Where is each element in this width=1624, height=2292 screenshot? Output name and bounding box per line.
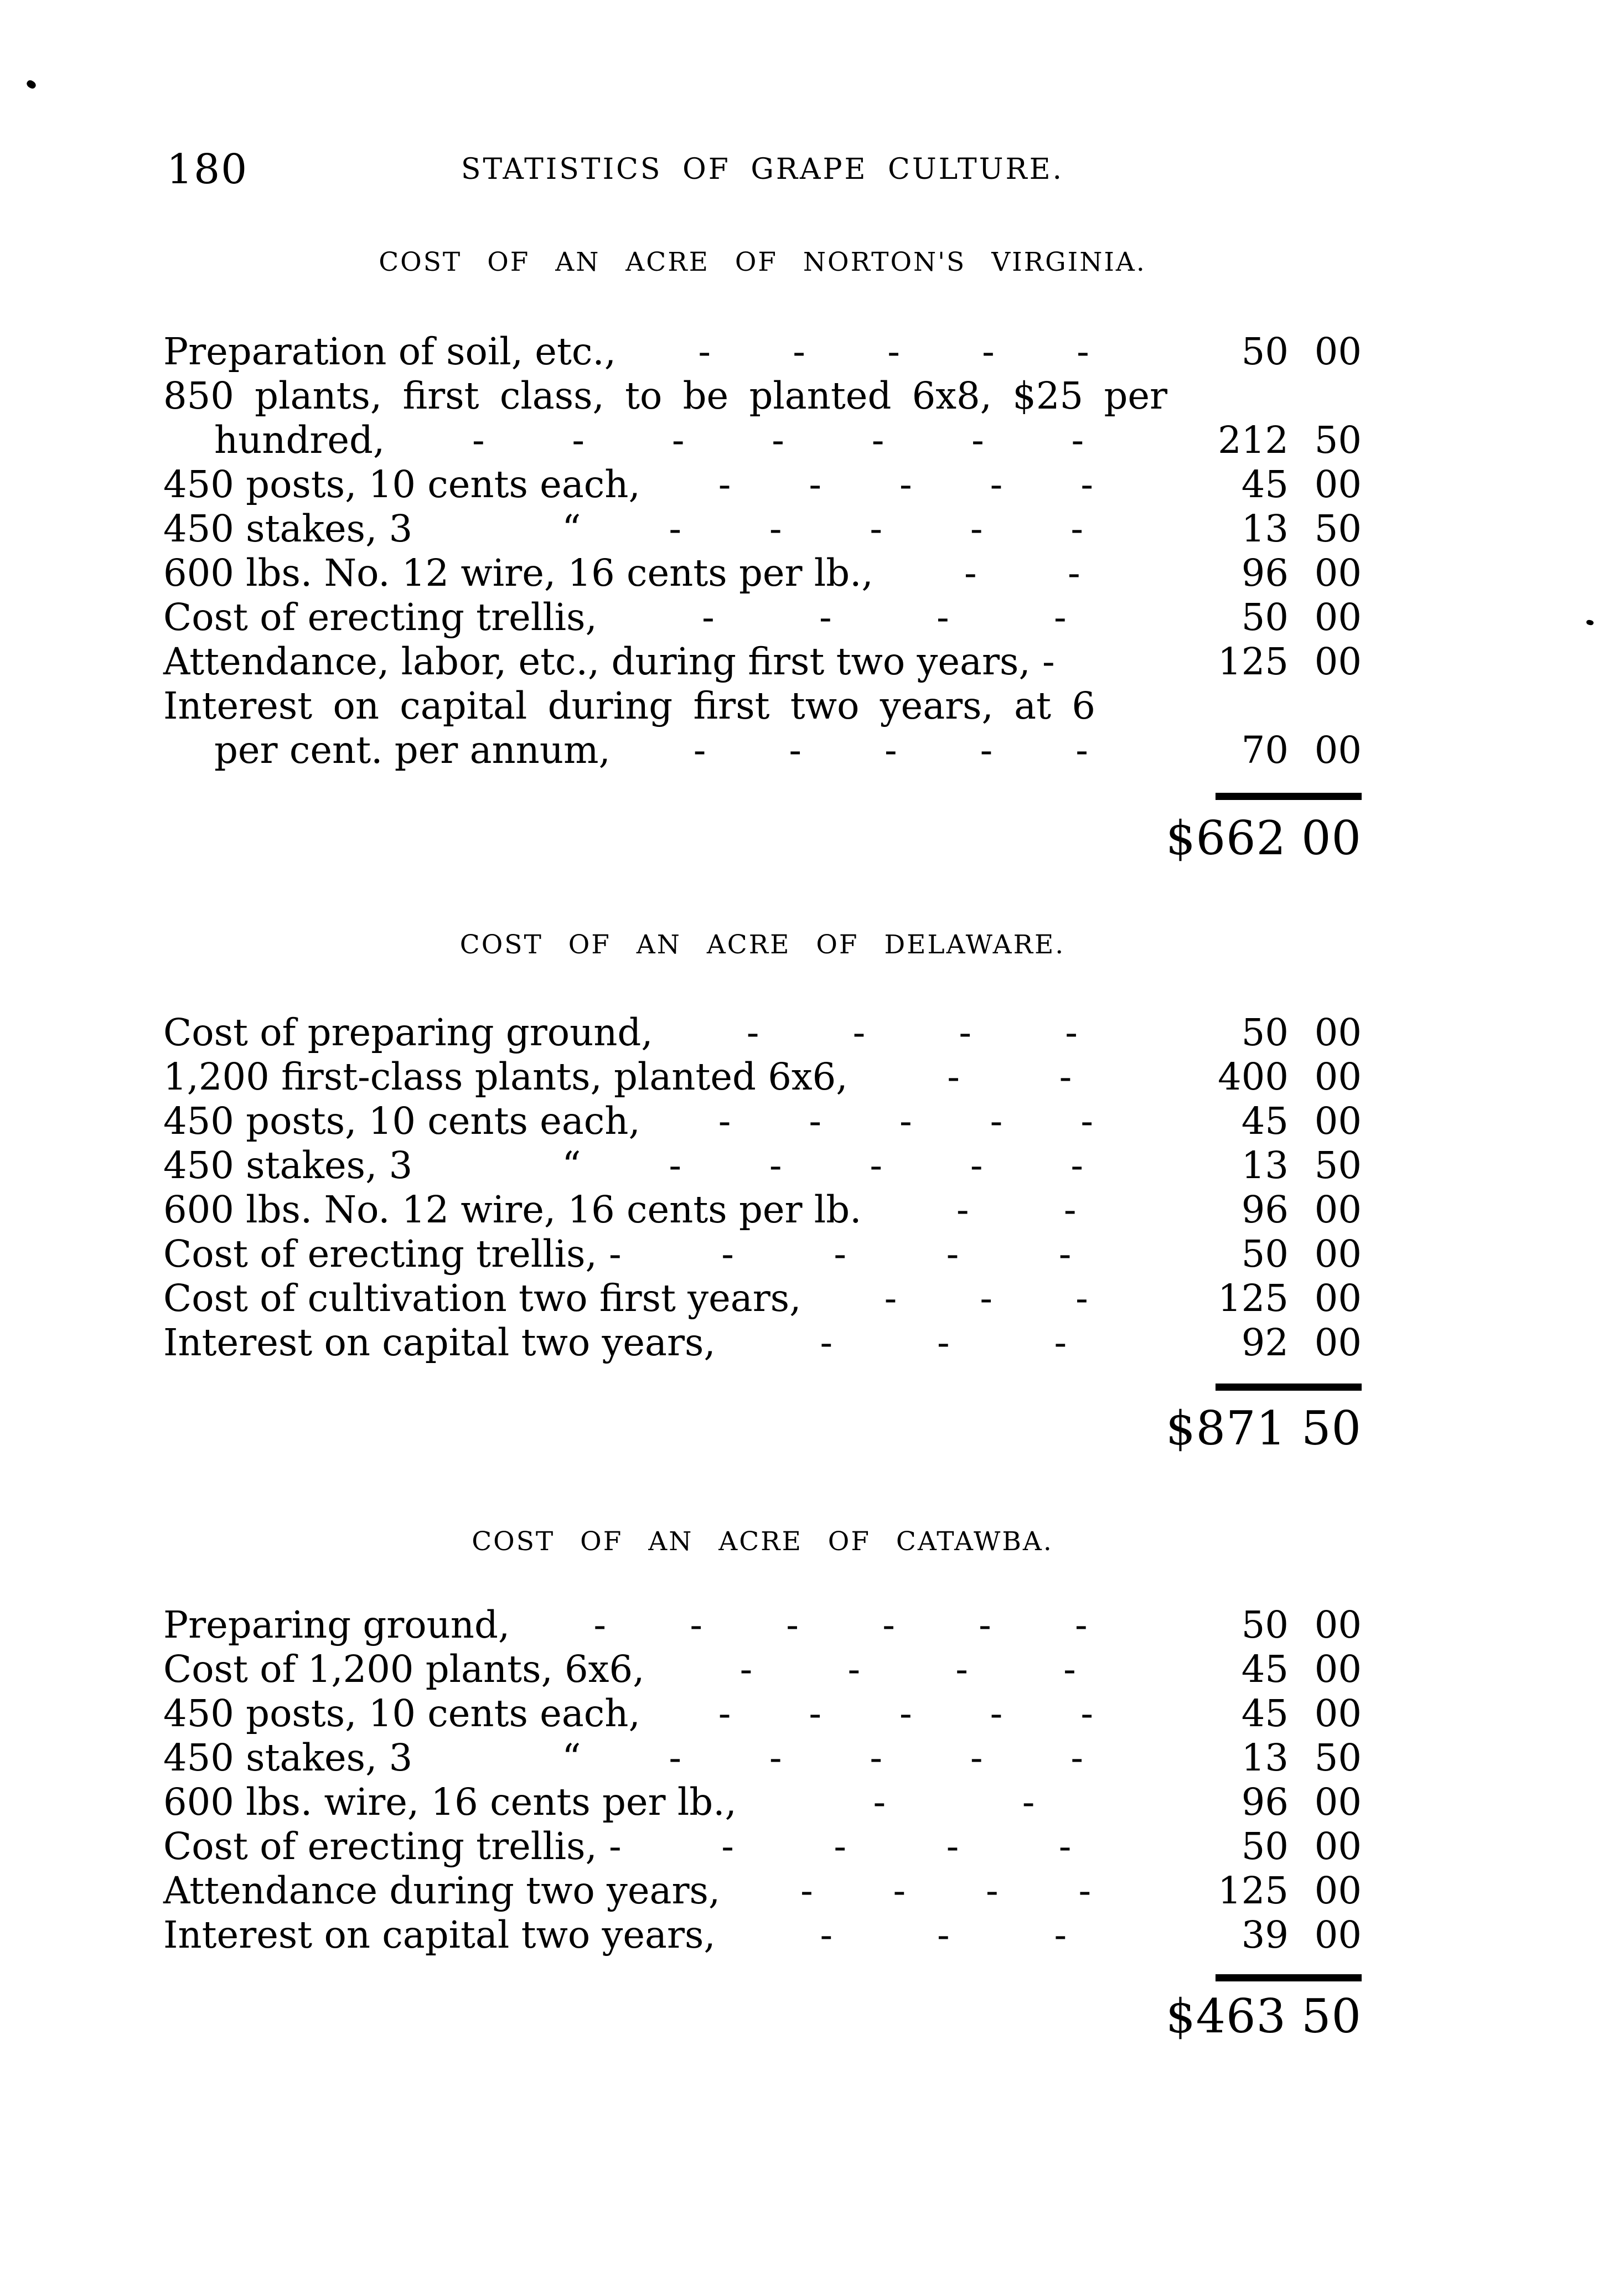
row-label: hundred, — [214, 419, 385, 462]
row-label: Interest on capital during first two years, at 6 — [163, 684, 1095, 727]
row-label: Preparing ground, — [163, 1603, 510, 1646]
leader-dash: - — [671, 419, 685, 462]
leader-dash: - — [718, 1692, 731, 1735]
leader-dash: - — [793, 330, 805, 373]
leader-dash: - — [1075, 1277, 1088, 1320]
leader-dash: - — [1059, 1055, 1072, 1098]
table-row — [163, 1010, 1362, 1055]
leader-dash: - — [980, 1277, 993, 1320]
amount-cents: 50 — [1314, 1736, 1362, 1779]
leader-dash: - — [1071, 419, 1084, 462]
leader-dash: - — [1063, 1648, 1076, 1691]
dash-leader — [640, 1099, 1171, 1143]
table-row — [163, 1320, 1362, 1365]
dash-leader — [801, 1276, 1171, 1320]
section-heading-nortons-virginia: COST OF AN ACRE OF NORTON'S VIRGINIA. — [379, 247, 1146, 277]
table-row — [163, 1691, 1362, 1736]
table-row — [163, 1868, 1362, 1913]
total-rule — [1216, 1974, 1362, 1981]
amount-dollars: 96 — [1241, 551, 1289, 595]
table-row — [163, 1647, 1362, 1691]
amount-dollars: 50 — [1241, 1825, 1289, 1868]
amount-cents: 00 — [1314, 1603, 1362, 1646]
row-label: Cost of cultivation two first years, — [163, 1277, 801, 1320]
row-label: Interest on capital two years, — [163, 1913, 716, 1957]
leader-dash: - — [772, 419, 784, 462]
amount-cents: 00 — [1314, 1869, 1362, 1912]
amount-cents: 00 — [1314, 551, 1362, 595]
leader-dash: - — [809, 1099, 822, 1143]
leader-dash: - — [1058, 1825, 1072, 1868]
row-label: per cent. per annum, — [214, 729, 611, 772]
amount-cents: 00 — [1314, 1913, 1362, 1957]
row-label: Interest on capital two years, — [163, 1321, 716, 1364]
leader-dash: - — [852, 1011, 866, 1054]
row-label: 600 lbs. wire, 16 cents per lb., — [163, 1780, 737, 1824]
table-row — [163, 418, 1362, 462]
leader-dash: - — [721, 1825, 734, 1868]
ditto-mark: “ — [562, 1736, 581, 1779]
leader-dash: - — [947, 1055, 960, 1098]
leader-dash: - — [980, 729, 993, 772]
dash-leader — [622, 1824, 1171, 1868]
row-label: 450 stakes, 3 — [163, 1144, 413, 1187]
total-dollars: $662 — [1166, 811, 1286, 865]
leader-dash: - — [1058, 1232, 1072, 1276]
leader-dash: - — [1070, 1144, 1084, 1187]
leader-dash: - — [870, 1736, 883, 1779]
leader-dash: - — [739, 1648, 753, 1691]
total-row-delaware — [163, 1400, 1362, 1457]
amount-cents: 00 — [1314, 1321, 1362, 1364]
leader-dash: - — [899, 1692, 912, 1735]
dash-leader — [644, 1647, 1171, 1691]
dash-leader — [861, 1188, 1171, 1232]
leader-dash: - — [970, 1736, 983, 1779]
table-row — [163, 462, 1362, 507]
dash-leader — [716, 1320, 1171, 1365]
amount-cents: 00 — [1314, 1277, 1362, 1320]
page-number: 180 — [167, 146, 249, 193]
table-row — [163, 684, 1362, 728]
dash-leader — [848, 1055, 1171, 1099]
amount-cents: 00 — [1314, 1099, 1362, 1143]
amount-dollars: 125 — [1218, 1277, 1289, 1320]
row-label: 850 plants, first class, to be planted 6x8, $25 per — [163, 374, 1168, 417]
row-label: 450 stakes, 3 — [163, 507, 413, 550]
leader-dash: - — [834, 1232, 847, 1276]
total-cents: 00 — [1301, 811, 1362, 865]
amount-cents: 50 — [1314, 419, 1362, 462]
leader-dash: - — [882, 1603, 895, 1646]
total-cents: 50 — [1301, 1989, 1362, 2043]
dash-leader — [640, 462, 1171, 507]
table-row — [163, 374, 1362, 418]
amount-dollars: 92 — [1241, 1321, 1289, 1364]
table-row — [163, 1780, 1362, 1824]
leader-dash: - — [690, 1603, 702, 1646]
table-row — [163, 507, 1362, 551]
amount-dollars: 13 — [1241, 507, 1289, 550]
amount-cents: 00 — [1314, 463, 1362, 506]
leader-dash: - — [871, 419, 885, 462]
leader-dash: - — [746, 1011, 759, 1054]
leader-dash: - — [946, 1232, 959, 1276]
row-label: Preparation of soil, etc., — [163, 330, 617, 373]
amount-dollars: 13 — [1241, 1736, 1289, 1779]
leader-dash: - — [979, 1603, 991, 1646]
leader-dash: - — [1080, 1692, 1093, 1735]
cost-table-nortons-virginia — [163, 329, 1362, 772]
row-label: 600 lbs. No. 12 wire, 16 cents per lb., — [163, 551, 873, 595]
cost-table-delaware — [163, 1010, 1362, 1365]
leader-dash: - — [1075, 729, 1088, 772]
amount-dollars: 96 — [1241, 1780, 1289, 1824]
dash-leader — [581, 1143, 1171, 1188]
table-row — [163, 1603, 1362, 1647]
leader-dash: - — [1022, 1780, 1035, 1824]
table-row — [163, 728, 1362, 772]
leader-dash: - — [809, 463, 822, 506]
amount-dollars: 125 — [1218, 640, 1289, 683]
amount-dollars: 45 — [1241, 463, 1289, 506]
amount-dollars: 96 — [1241, 1188, 1289, 1231]
amount-dollars: 50 — [1241, 1603, 1289, 1646]
amount-dollars: 13 — [1241, 1144, 1289, 1187]
dash-leader — [640, 1691, 1171, 1736]
leader-dash: - — [885, 729, 897, 772]
leader-dash: - — [693, 729, 706, 772]
amount-dollars: 125 — [1218, 1869, 1289, 1912]
section-heading-delaware: COST OF AN ACRE OF DELAWARE. — [459, 930, 1066, 960]
dash-leader — [737, 1780, 1171, 1824]
leader-dash: - — [982, 330, 995, 373]
table-row — [163, 1736, 1362, 1780]
leader-dash: - — [1080, 463, 1093, 506]
table-row — [163, 1913, 1362, 1957]
leader-dash: - — [786, 1603, 799, 1646]
total-row-catawba — [163, 1988, 1362, 2045]
table-row — [163, 1824, 1362, 1868]
table-row — [163, 1143, 1362, 1188]
table-row — [163, 1099, 1362, 1143]
leader-dash: - — [870, 1144, 883, 1187]
leader-dash: - — [1077, 330, 1089, 373]
leader-dash: - — [986, 1869, 999, 1912]
leader-dash: - — [955, 1648, 968, 1691]
row-label: Attendance, labor, etc., during first two years, - — [163, 640, 1055, 683]
leader-dash: - — [990, 1692, 1003, 1735]
leader-dash: - — [718, 1099, 731, 1143]
dash-leader — [1095, 684, 1171, 728]
leader-dash: - — [1063, 1188, 1077, 1231]
dash-leader — [716, 1913, 1171, 1957]
leader-dash: - — [1054, 1321, 1067, 1364]
leader-dash: - — [820, 1321, 833, 1364]
leader-dash: - — [937, 1321, 950, 1364]
row-label: Cost of erecting trellis, — [163, 596, 597, 639]
dash-leader — [581, 1736, 1171, 1780]
leader-dash: - — [964, 551, 977, 595]
amount-dollars: 212 — [1218, 419, 1289, 462]
row-label: Cost of erecting trellis, - — [163, 1232, 622, 1276]
dash-leader — [581, 507, 1171, 551]
dash-leader — [510, 1603, 1171, 1647]
leader-dash: - — [899, 463, 912, 506]
leader-dash: - — [472, 419, 485, 462]
leader-dash: - — [721, 1232, 734, 1276]
leader-dash: - — [718, 463, 731, 506]
leader-dash: - — [1068, 551, 1080, 595]
dash-leader — [616, 329, 1171, 374]
leader-dash: - — [937, 596, 949, 639]
total-dollars: $463 — [1166, 1989, 1286, 2043]
total-row-nortons-virginia — [163, 809, 1362, 867]
dash-leader — [611, 728, 1171, 772]
leader-dash: - — [1075, 1603, 1088, 1646]
leader-dash: - — [820, 1913, 833, 1957]
amount-cents: 50 — [1314, 507, 1362, 550]
leader-dash: - — [769, 1736, 782, 1779]
dash-leader — [597, 595, 1171, 639]
row-label: Attendance during two years, — [163, 1869, 721, 1912]
leader-dash: - — [834, 1825, 847, 1868]
total-dollars: $871 — [1166, 1401, 1286, 1455]
ink-speck-artifact — [25, 79, 37, 90]
leader-dash: - — [970, 1144, 983, 1187]
leader-dash: - — [669, 1144, 682, 1187]
leader-dash: - — [873, 1780, 886, 1824]
dash-leader — [653, 1010, 1171, 1055]
table-row — [163, 551, 1362, 595]
leader-dash: - — [1080, 1099, 1093, 1143]
leader-dash: - — [971, 419, 984, 462]
amount-cents: 00 — [1314, 1232, 1362, 1276]
table-row — [163, 1276, 1362, 1320]
ink-speck-artifact — [1586, 620, 1594, 626]
amount-cents: 00 — [1314, 1780, 1362, 1824]
row-label: 600 lbs. No. 12 wire, 16 cents per lb. — [163, 1188, 862, 1231]
amount-dollars: 50 — [1241, 330, 1289, 373]
amount-cents: 50 — [1314, 1144, 1362, 1187]
leader-dash: - — [572, 419, 585, 462]
row-label: 450 posts, 10 cents each, — [163, 1692, 640, 1735]
amount-cents: 00 — [1314, 1011, 1362, 1054]
row-label: 450 stakes, 3 — [163, 1736, 413, 1779]
dash-leader — [1055, 639, 1171, 684]
amount-dollars: 39 — [1241, 1913, 1289, 1957]
leader-dash: - — [1070, 1736, 1084, 1779]
leader-dash: - — [893, 1869, 906, 1912]
leader-dash: - — [870, 507, 883, 550]
amount-cents: 00 — [1314, 596, 1362, 639]
amount-cents: 00 — [1314, 1648, 1362, 1691]
row-label: 450 posts, 10 cents each, — [163, 1099, 640, 1143]
leader-dash: - — [769, 1144, 782, 1187]
amount-dollars: 50 — [1241, 1232, 1289, 1276]
table-row — [163, 1188, 1362, 1232]
table-row — [163, 1055, 1362, 1099]
section-heading-catawba: COST OF AN ACRE OF CATAWBA. — [472, 1526, 1053, 1557]
leader-dash: - — [702, 596, 715, 639]
leader-dash: - — [847, 1648, 861, 1691]
leader-dash: - — [1053, 596, 1067, 639]
amount-dollars: 45 — [1241, 1692, 1289, 1735]
amount-cents: 00 — [1314, 1692, 1362, 1735]
amount-dollars: 50 — [1241, 596, 1289, 639]
leader-dash: - — [990, 1099, 1003, 1143]
dash-leader — [1167, 374, 1171, 418]
row-label: Cost of erecting trellis, - — [163, 1825, 622, 1868]
amount-dollars: 45 — [1241, 1648, 1289, 1691]
table-row — [163, 639, 1362, 684]
leader-dash: - — [884, 1277, 897, 1320]
row-label: Cost of 1,200 plants, 6x6, — [163, 1648, 645, 1691]
leader-dash: - — [946, 1825, 959, 1868]
row-label: 450 posts, 10 cents each, — [163, 463, 640, 506]
row-label: Cost of preparing ground, — [163, 1011, 653, 1054]
leader-dash: - — [1054, 1913, 1067, 1957]
leader-dash: - — [698, 330, 711, 373]
dash-leader — [720, 1868, 1171, 1913]
leader-dash: - — [809, 1692, 822, 1735]
leader-dash: - — [899, 1099, 912, 1143]
dash-leader — [385, 418, 1171, 462]
page-header — [163, 143, 1362, 196]
leader-dash: - — [789, 729, 802, 772]
table-row — [163, 595, 1362, 639]
leader-dash: - — [669, 1736, 682, 1779]
leader-dash: - — [970, 507, 983, 550]
dash-leader — [873, 551, 1171, 595]
amount-cents: 00 — [1314, 1188, 1362, 1231]
amount-dollars: 70 — [1241, 729, 1289, 772]
ditto-mark: “ — [562, 1144, 581, 1187]
dash-leader — [622, 1232, 1171, 1276]
leader-dash: - — [887, 330, 900, 373]
total-rule — [1216, 793, 1362, 800]
amount-cents: 00 — [1314, 1055, 1362, 1098]
leader-dash: - — [956, 1188, 969, 1231]
leader-dash: - — [669, 507, 682, 550]
leader-dash: - — [769, 507, 782, 550]
table-row — [163, 329, 1362, 374]
row-label: 1,200 first-class plants, planted 6x6, — [163, 1055, 848, 1098]
total-cents: 50 — [1301, 1401, 1362, 1455]
leader-dash: - — [800, 1869, 813, 1912]
table-row — [163, 1232, 1362, 1276]
leader-dash: - — [959, 1011, 972, 1054]
ditto-mark: “ — [562, 507, 581, 550]
cost-table-catawba — [163, 1603, 1362, 1957]
amount-dollars: 400 — [1218, 1055, 1289, 1098]
amount-cents: 00 — [1314, 640, 1362, 683]
amount-dollars: 45 — [1241, 1099, 1289, 1143]
leader-dash: - — [1070, 507, 1084, 550]
leader-dash: - — [593, 1603, 607, 1646]
amount-cents: 00 — [1314, 729, 1362, 772]
leader-dash: - — [819, 596, 832, 639]
leader-dash: - — [1078, 1869, 1092, 1912]
amount-cents: 00 — [1314, 1825, 1362, 1868]
leader-dash: - — [937, 1913, 950, 1957]
leader-dash: - — [990, 463, 1003, 506]
total-rule — [1216, 1384, 1362, 1391]
amount-cents: 00 — [1314, 330, 1362, 373]
leader-dash: - — [1065, 1011, 1078, 1054]
amount-dollars: 50 — [1241, 1011, 1289, 1054]
running-head: STATISTICS OF GRAPE CULTURE. — [461, 153, 1064, 186]
